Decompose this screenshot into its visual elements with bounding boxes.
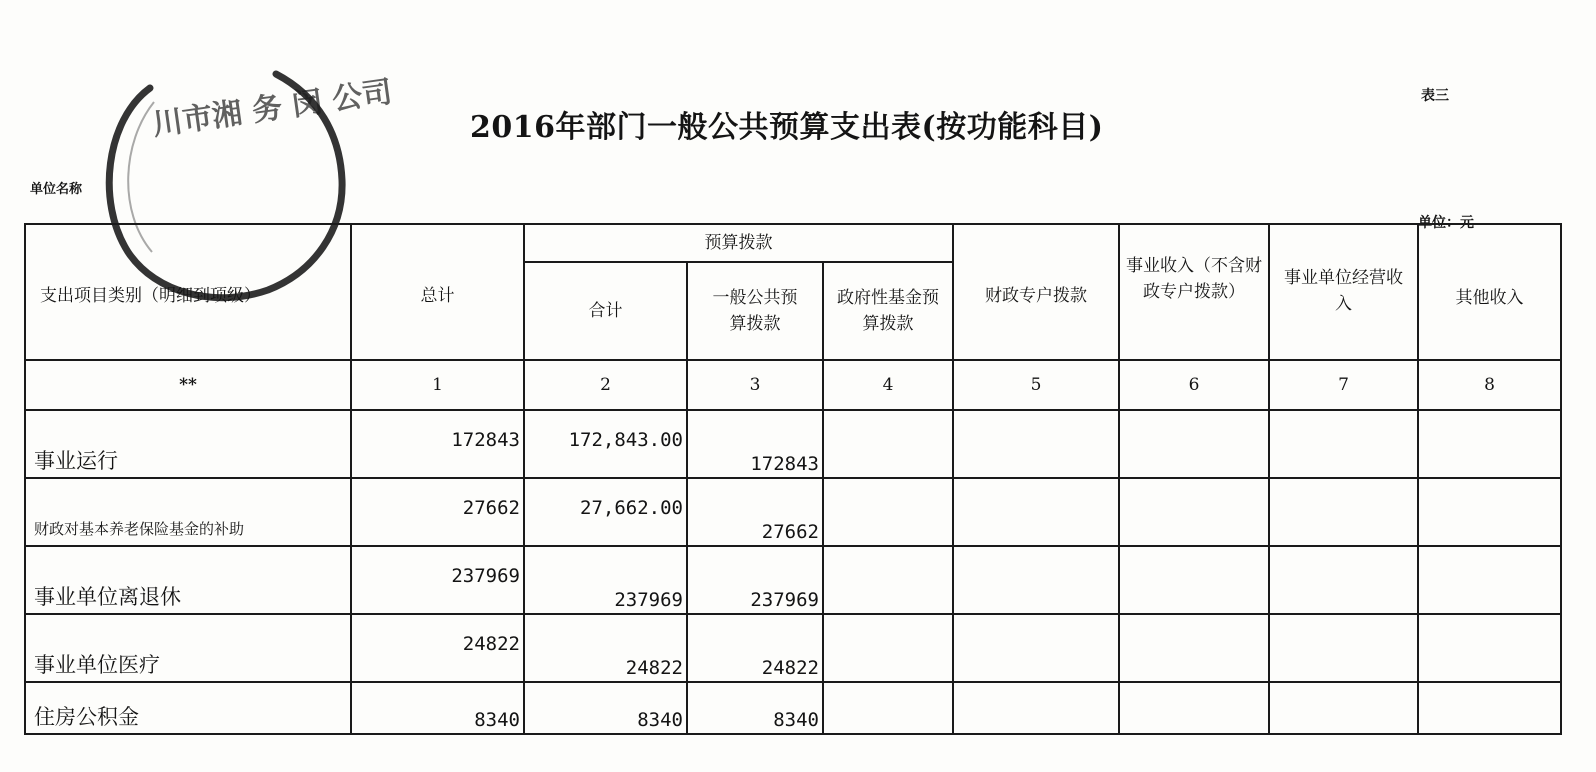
row-category: 财政对基本养老保险基金的补助 <box>25 478 351 546</box>
header-category: 支出项目类别（明细到项级） <box>25 224 351 360</box>
empty-cell <box>1269 410 1418 478</box>
empty-cell <box>953 614 1119 682</box>
empty-cell <box>1269 682 1418 734</box>
unit-name-label: 单位名称 <box>30 182 83 197</box>
header-general-public: 一般公共预算拨款 <box>687 262 823 360</box>
row-general-public: 24822 <box>687 614 823 682</box>
row-subtotal: 172,843.00 <box>524 410 687 478</box>
empty-cell <box>1418 546 1561 614</box>
empty-cell <box>823 478 953 546</box>
column-number-row <box>25 360 1561 410</box>
column-number: ** <box>25 360 351 410</box>
header-other-income: 其他收入 <box>1418 224 1561 360</box>
table-row <box>25 410 1561 478</box>
column-number: 7 <box>1269 360 1418 410</box>
empty-cell <box>1269 614 1418 682</box>
row-subtotal: 237969 <box>524 546 687 614</box>
row-category: 事业单位医疗 <box>25 614 351 682</box>
row-general-public: 27662 <box>687 478 823 546</box>
empty-cell <box>953 478 1119 546</box>
empty-cell <box>823 682 953 734</box>
empty-cell <box>1119 478 1269 546</box>
empty-cell <box>1418 410 1561 478</box>
seal-text: 川市湘 务 闵 公司 <box>150 74 395 143</box>
empty-cell <box>1269 546 1418 614</box>
row-category: 住房公积金 <box>25 682 351 734</box>
table-number: 表三 <box>1421 88 1449 104</box>
header-budget-subtotal: 合计 <box>524 262 687 360</box>
row-general-public: 8340 <box>687 682 823 734</box>
table-row <box>25 478 1561 546</box>
empty-cell <box>953 410 1119 478</box>
row-total: 24822 <box>351 614 524 682</box>
row-total: 237969 <box>351 546 524 614</box>
column-number: 4 <box>823 360 953 410</box>
column-number: 3 <box>687 360 823 410</box>
row-category: 事业运行 <box>25 410 351 478</box>
empty-cell <box>823 546 953 614</box>
empty-cell <box>823 410 953 478</box>
column-number: 2 <box>524 360 687 410</box>
row-general-public: 237969 <box>687 546 823 614</box>
row-total: 27662 <box>351 478 524 546</box>
empty-cell <box>1119 546 1269 614</box>
empty-cell <box>1418 682 1561 734</box>
header-operating-income: 事业单位经营收入 <box>1269 224 1418 360</box>
row-subtotal: 8340 <box>524 682 687 734</box>
document-title: 2016年部门一般公共预算支出表(按功能科目) <box>470 110 1104 145</box>
row-total: 172843 <box>351 410 524 478</box>
header-row-1 <box>25 224 1561 262</box>
header-special-account: 财政专户拨款 <box>953 224 1119 360</box>
column-number: 1 <box>351 360 524 410</box>
empty-cell <box>1269 478 1418 546</box>
column-number: 5 <box>953 360 1119 410</box>
empty-cell <box>953 682 1119 734</box>
row-subtotal: 24822 <box>524 614 687 682</box>
empty-cell <box>1418 478 1561 546</box>
empty-cell <box>953 546 1119 614</box>
row-total: 8340 <box>351 682 524 734</box>
empty-cell <box>1119 682 1269 734</box>
budget-table <box>24 223 1562 735</box>
empty-cell <box>1418 614 1561 682</box>
row-subtotal: 27,662.00 <box>524 478 687 546</box>
row-general-public: 172843 <box>687 410 823 478</box>
column-number: 8 <box>1418 360 1561 410</box>
empty-cell <box>823 614 953 682</box>
table-row <box>25 546 1561 614</box>
currency-unit: 单位：元 <box>1418 215 1474 231</box>
table-row <box>25 682 1561 734</box>
header-total: 总计 <box>351 224 524 360</box>
header-business-income: 事业收入（不含财政专户拨款） <box>1119 224 1269 360</box>
header-budget-group: 预算拨款 <box>524 224 953 262</box>
table-row <box>25 614 1561 682</box>
empty-cell <box>1119 614 1269 682</box>
empty-cell <box>1119 410 1269 478</box>
row-category: 事业单位离退休 <box>25 546 351 614</box>
header-gov-fund: 政府性基金预算拨款 <box>823 262 953 360</box>
column-number: 6 <box>1119 360 1269 410</box>
